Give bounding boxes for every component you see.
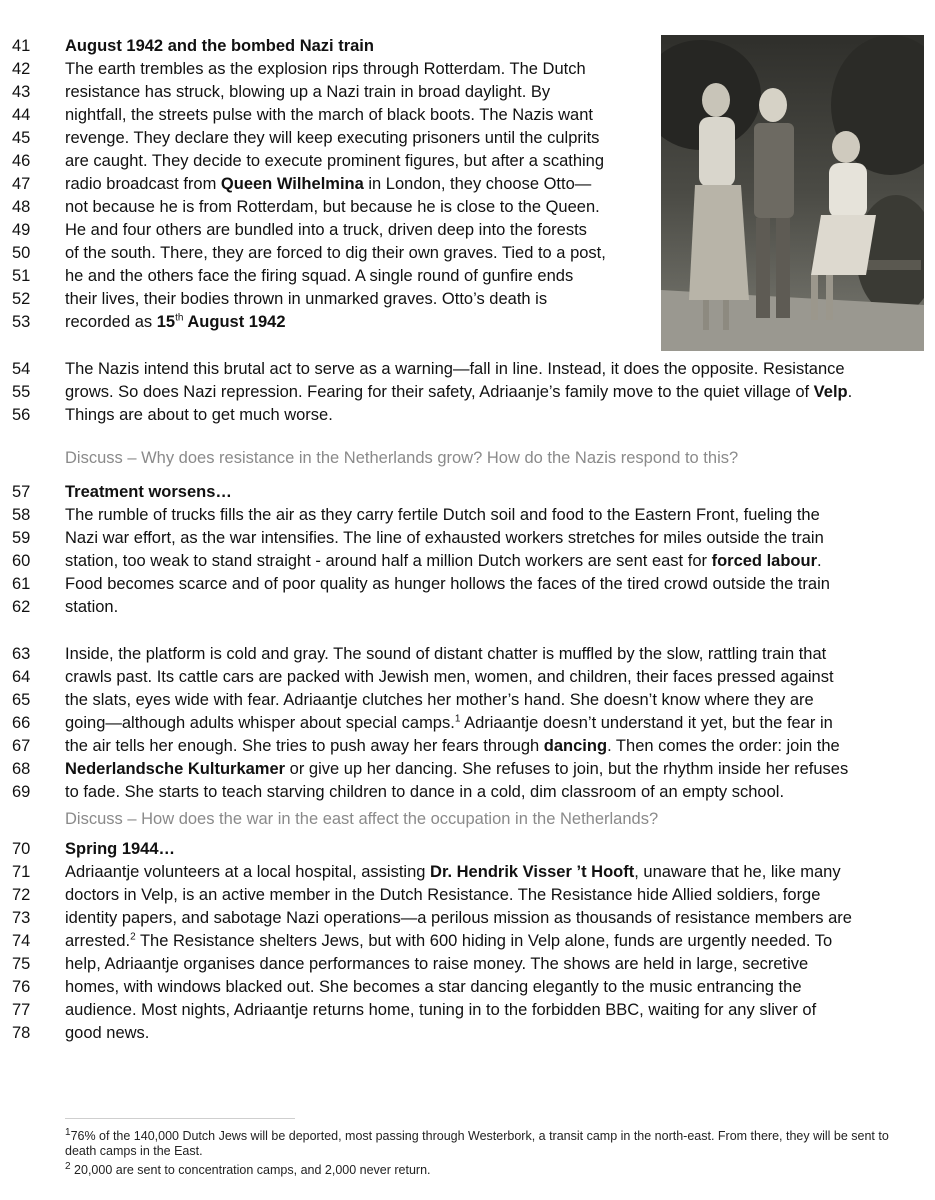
text-run: crawls past. Its cattle cars are packed with Jewish men, women, and children, their faces pressed against <box>65 668 834 686</box>
text-run: in London, they choose Otto— <box>363 175 592 193</box>
line-text <box>65 735 840 758</box>
text-run: the slats, eyes wide with fear. Adriaantje clutches her mother’s hand. She doesn’t know where they are <box>65 691 814 709</box>
superscript: 1 <box>454 713 461 725</box>
text-run: . <box>817 552 822 570</box>
line-number: 60 <box>12 552 31 570</box>
line-number: 74 <box>12 932 31 950</box>
line-number: 73 <box>12 909 31 927</box>
line-number: 54 <box>12 360 31 378</box>
line-number: 41 <box>12 37 31 55</box>
text-run: doctors in Velp, is an active member in the Dutch Resistance. The Resistance hide Allied soldiers, forge <box>65 886 821 904</box>
footnote-2 <box>65 1160 905 1178</box>
line-text <box>65 884 820 907</box>
line-text <box>65 196 600 219</box>
bold-term: Nederlandsche Kulturkamer <box>65 760 286 778</box>
bold-term: 15 <box>156 313 176 331</box>
line-number: 65 <box>12 691 31 709</box>
line-number: 45 <box>12 129 31 147</box>
footnote-1 <box>65 1126 905 1159</box>
line-number: 72 <box>12 886 31 904</box>
line-text <box>65 219 587 242</box>
line-text <box>65 999 816 1022</box>
line-number: 77 <box>12 1001 31 1019</box>
historical-photo <box>661 35 924 351</box>
text-run: station. <box>65 598 119 616</box>
line-number: 71 <box>12 863 31 881</box>
line-number: 47 <box>12 175 31 193</box>
text-run: recorded as <box>65 313 157 331</box>
discuss-prompt: Discuss – How does the war in the east affect the occupation in the Netherlands? <box>65 810 659 828</box>
text-run: help, Adriaantje organises dance performances to raise money. The shows are held in large, secretive <box>65 955 809 973</box>
text-run: station, too weak to stand straight - around half a million Dutch workers are sent east for <box>65 552 712 570</box>
line-text <box>65 953 808 976</box>
line-number: 76 <box>12 978 31 996</box>
discuss-prompt: Discuss – Why does resistance in the Netherlands grow? How do the Nazis respond to this? <box>65 449 739 467</box>
text-run: identity papers, and sabotage Nazi operations—a perilous mission as thousands of resistance members are <box>65 909 852 927</box>
line-text <box>65 58 586 81</box>
text-run: are caught. They decide to execute prominent figures, but after a scathing <box>65 152 605 170</box>
text-run: Food becomes scarce and of poor quality as hunger hollows the faces of the tired crowd outside the train <box>65 575 830 593</box>
line-text <box>65 358 845 381</box>
line-text <box>65 381 852 404</box>
line-number: 64 <box>12 668 31 686</box>
bold-term: forced labour <box>711 552 818 570</box>
bold-term: dancing <box>543 737 608 755</box>
line-text <box>65 311 286 334</box>
line-text <box>65 689 814 712</box>
footnote-divider <box>65 1118 295 1119</box>
text-run: The Nazis intend this brutal act to serve as a warning—fall in line. Instead, it does the opposite. Resistance <box>65 360 845 378</box>
line-number: 48 <box>12 198 31 216</box>
line-text <box>65 527 824 550</box>
text-run: The earth trembles as the explosion rips through Rotterdam. The Dutch <box>65 60 586 78</box>
text-run: nightfall, the streets pulse with the march of black boots. The Nazis want <box>65 106 593 124</box>
line-number: 63 <box>12 645 31 663</box>
footnote-1-mark: 1 <box>65 1126 71 1138</box>
line-text <box>65 861 841 884</box>
line-text <box>65 265 573 288</box>
line-number: 50 <box>12 244 31 262</box>
line-text <box>65 550 822 573</box>
text-run: . Then comes the order: join the <box>607 737 840 755</box>
line-number: 55 <box>12 383 31 401</box>
text-run: or give up her dancing. She refuses to join, but the rhythm inside her refuses <box>285 760 849 778</box>
line-number: 44 <box>12 106 31 124</box>
text-run: Adriaantje doesn’t understand it yet, but the fear in <box>460 714 833 732</box>
line-text <box>65 930 832 953</box>
line-number: 58 <box>12 506 31 524</box>
line-text <box>65 781 784 804</box>
line-number: 75 <box>12 955 31 973</box>
footnote-2-text: 20,000 are sent to concentration camps, and 2,000 never return. <box>74 1163 431 1177</box>
text-run: . <box>847 383 853 401</box>
line-text <box>65 104 593 127</box>
text-run: arrested. <box>65 932 131 950</box>
line-text <box>65 481 232 504</box>
bold-term: Queen Wilhelmina <box>220 175 364 193</box>
line-text <box>65 573 830 596</box>
line-number: 66 <box>12 714 31 732</box>
text-run: the air tells her enough. She tries to push away her fears through <box>65 737 544 755</box>
line-text <box>65 907 852 930</box>
text-run: Adriaantje volunteers at a local hospital, assisting <box>65 863 431 881</box>
line-number: 69 <box>12 783 31 801</box>
line-number: 59 <box>12 529 31 547</box>
line-text <box>65 288 547 311</box>
line-text <box>65 758 848 781</box>
text-run: to fade. She starts to teach starving children to dance in a cold, dim classroom of an empty school. <box>65 783 785 801</box>
line-text <box>65 242 606 265</box>
text-run: homes, with windows blacked out. She becomes a star dancing elegantly to the music entrancing the <box>65 978 802 996</box>
text-run: Things are about to get much worse. <box>65 406 333 424</box>
line-number: 42 <box>12 60 31 78</box>
line-number: 43 <box>12 83 31 101</box>
line-number: 46 <box>12 152 31 170</box>
text-run: radio broadcast from <box>65 175 221 193</box>
line-text <box>65 838 175 861</box>
line-number: 56 <box>12 406 31 424</box>
text-run: , unaware that he, like many <box>634 863 841 881</box>
line-text <box>65 596 118 619</box>
text-run: resistance has struck, blowing up a Nazi train in broad daylight. By <box>65 83 551 101</box>
line-number: 62 <box>12 598 31 616</box>
line-text <box>65 81 550 104</box>
bold-term: Treatment worsens… <box>65 483 232 501</box>
text-run: grows. So does Nazi repression. Fearing for their safety, Adriaanje’s family move to the quiet village of <box>65 383 814 401</box>
line-number: 53 <box>12 313 31 331</box>
line-text <box>65 404 333 427</box>
text-run: their lives, their bodies thrown in unmarked graves. Otto’s death is <box>65 290 548 308</box>
text-run: not because he is from Rotterdam, but because he is close to the Queen. <box>65 198 600 216</box>
line-text <box>65 150 604 173</box>
photo-image <box>661 35 924 351</box>
line-text <box>65 35 374 58</box>
footnote-2-mark: 2 <box>65 1160 71 1172</box>
text-run: going—although adults whisper about special camps. <box>65 714 455 732</box>
superscript: th <box>175 312 184 324</box>
line-number: 51 <box>12 267 31 285</box>
line-number: 61 <box>12 575 31 593</box>
text-run: audience. Most nights, Adriaantje returns home, tuning in to the forbidden BBC, waiting for any sliver of <box>65 1001 817 1019</box>
line-number: 78 <box>12 1024 31 1042</box>
line-text <box>65 504 820 527</box>
bold-term: August 1942 <box>183 313 286 331</box>
line-text <box>65 976 802 999</box>
line-number: 52 <box>12 290 31 308</box>
line-text <box>65 1022 149 1045</box>
line-number: 67 <box>12 737 31 755</box>
footnote-1-text: 76% of the 140,000 Dutch Jews will be deported, most passing through Westerbork, a transit camp in the north-east. From there, they will be sent to death camps in the East. <box>65 1129 889 1158</box>
text-run: he and the others face the firing squad. A single round of gunfire ends <box>65 267 574 285</box>
line-number: 49 <box>12 221 31 239</box>
bold-term: Spring 1944… <box>65 840 176 858</box>
text-run: The Resistance shelters Jews, but with 600 hiding in Velp alone, funds are urgently needed. To <box>135 932 833 950</box>
superscript: 2 <box>130 931 136 943</box>
text-run: Nazi war effort, as the war intensifies. The line of exhausted workers stretches for miles outside the train <box>65 529 824 547</box>
line-number: 70 <box>12 840 31 858</box>
bold-term: Velp <box>813 383 848 401</box>
text-run: of the south. There, they are forced to dig their own graves. Tied to a post, <box>65 244 606 262</box>
text-run: He and four others are bundled into a truck, driven deep into the forests <box>65 221 587 239</box>
text-run: Inside, the platform is cold and gray. The sound of distant chatter is muffled by the slow, rattling train that <box>65 645 827 663</box>
line-text <box>65 643 826 666</box>
line-number: 57 <box>12 483 31 501</box>
bold-term: August 1942 and the bombed Nazi train <box>65 37 374 55</box>
line-text <box>65 712 833 735</box>
text-run: The rumble of trucks fills the air as they carry fertile Dutch soil and food to the Eastern Front, fueling the <box>65 506 820 524</box>
bold-term: Dr. Hendrik Visser ’t Hooft <box>430 863 635 881</box>
text-run: good news. <box>65 1024 150 1042</box>
line-text <box>65 127 599 150</box>
line-text <box>65 666 834 689</box>
text-run: revenge. They declare they will keep executing prisoners until the culprits <box>65 129 600 147</box>
line-number: 68 <box>12 760 31 778</box>
line-text <box>65 173 591 196</box>
